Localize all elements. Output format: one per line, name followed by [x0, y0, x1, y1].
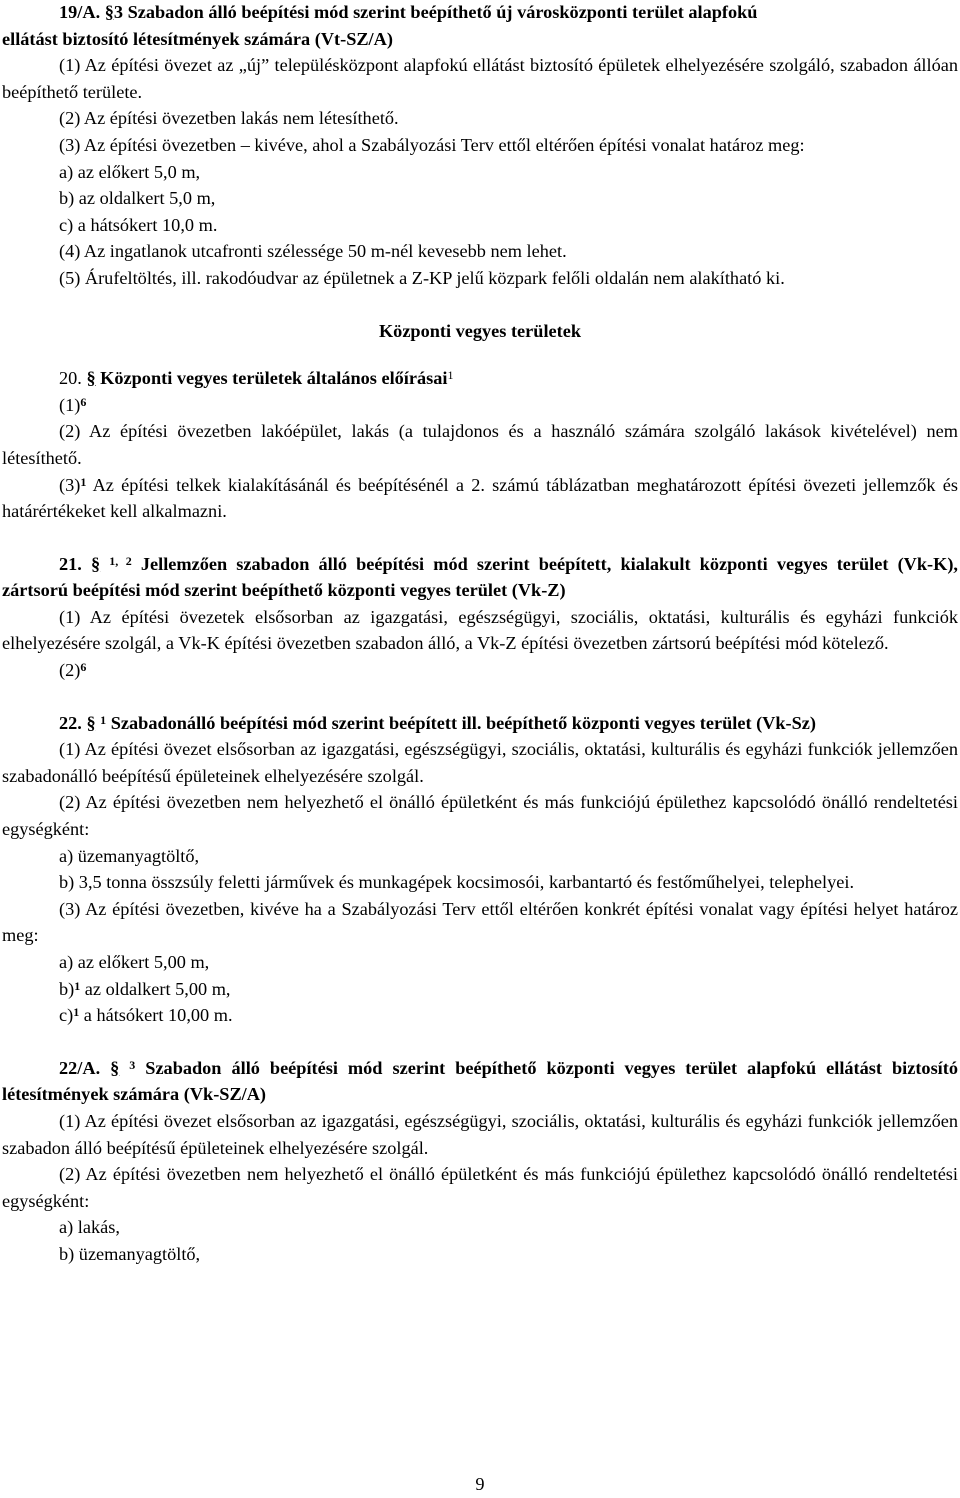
section-20-para-1: [0, 392, 960, 419]
para-label: (3): [59, 474, 81, 495]
footnote-ref: 1: [100, 712, 107, 727]
para-label: (2): [59, 660, 81, 681]
section-title: Jellemzően szabadon álló beépítési mód szerint beépített, kialakult központi vegyes terület (Vk-K), zártsorú beépítési mód szerint beépíthető központi vegyes terület (Vk-Z): [2, 553, 958, 601]
footnote-ref: 1: [73, 1005, 80, 1020]
section-22a-para-1: (1) Az építési övezet elsősorban az igazgatási, egészségügyi, szociális, oktatási, kulturális és egyházi funkciók jellemzően szabadon álló beépítésű épületeinek elhelyezésére szolgál.: [2, 1110, 958, 1158]
section-sign: §: [86, 712, 96, 733]
section-19a-title: [0, 0, 960, 26]
section-22-para-2: (2) Az építési övezetben nem helyezhető el önálló épületként és más funkciójú épülethez kapcsolódó önálló rendeltetési egységként:: [2, 792, 958, 840]
section-title-line-1: 3 Szabadon álló beépítési mód szerint beépíthető új városközponti terület alapfokú: [113, 2, 758, 22]
section-number: 20.: [59, 368, 82, 389]
footnote-ref: 6: [80, 394, 87, 409]
section-sign: §: [104, 2, 114, 22]
section-20-para-2: (2) Az építési övezetben lakóépület, lakás (a tulajdonos és a használó számára szolgáló lakások kivételével) nem létesíthető.: [2, 421, 958, 468]
list-item: c) a hátsókert 10,0 m.: [59, 214, 218, 235]
list-item: [0, 869, 960, 896]
list-item-text: a hátsókert 10,00 m.: [79, 1005, 233, 1026]
para-text: Az építési telkek kialakításánál és beépítésénél a 2. számú táblázatban meghatározott építési övezeti jellemzők és határértékeket kell alkalmazni.: [2, 474, 958, 522]
section-19a-para-1: (1) Az építési övezet az „új” településközpont alapfokú ellátást biztosító épületek elhelyezésére szolgáló, szabadon állóan beépíthető területe.: [2, 55, 958, 102]
section-number: 22/A.: [59, 1057, 101, 1078]
section-title: Szabadonálló beépítési mód szerint beépített ill. beépíthető központi vegyes terület (Vk-Sz): [106, 712, 817, 733]
list-label: c): [59, 1005, 74, 1026]
section-number: 19/A.: [59, 2, 101, 22]
list-label: b): [59, 978, 75, 999]
footnote-ref: 3: [129, 1057, 136, 1072]
page-number: 9: [475, 1474, 485, 1494]
chapter-heading: Központi vegyes területek: [378, 320, 582, 341]
list-item: a) üzemanyagtöltő,: [59, 845, 200, 866]
list-item-text: b) 3,5 tonna összsúly feletti járművek és munkagépek kocsimosói, karbantartó és festőműhelyei, telephelyei.: [59, 872, 855, 893]
section-20-title: [0, 365, 960, 392]
section-sign: §: [90, 553, 101, 574]
section-number: 22.: [59, 712, 82, 733]
section-22a-title: [0, 1055, 960, 1108]
list-item: b) üzemanyagtöltő,: [59, 1243, 201, 1264]
para-label: (1): [59, 394, 81, 415]
list-item-text: az oldalkert 5,00 m,: [80, 978, 231, 999]
footnote-ref: 6: [80, 660, 87, 675]
section-sign: §: [110, 1057, 120, 1078]
section-22-title: [0, 710, 960, 737]
section-number: 21.: [59, 553, 82, 574]
list-item: a) az előkert 5,00 m,: [59, 952, 210, 972]
footnote-ref: 1: [80, 474, 87, 489]
section-19a-para-3: (3) Az építési övezetben – kivéve, ahol a Szabályozási Terv ettől eltérően építési vonalat határoz meg:: [59, 134, 805, 155]
section-20-para-3: [0, 472, 960, 525]
section-19a-para-2: (2) Az építési övezetben lakás nem létesíthető.: [59, 108, 399, 129]
section-title: Szabadon álló beépítési mód szerint beépíthető központi vegyes terület alapfokú ellátást biztosító létesítmények számára (Vk-SZ/A): [2, 1057, 958, 1105]
section-21-para-1: (1) Az építési övezetek elsősorban az igazgatási, egészségügyi, szociális, oktatási, kulturális és egyházi funkciók elhelyezésére szolgál, a Vk-K építési övezetben szabadon álló, a Vk-Z építési övezetben zártsorú beépítési mód kötelező.: [2, 606, 958, 654]
section-21-para-2: [0, 657, 960, 684]
section-21-title: [0, 551, 960, 604]
list-item: a) az előkert 5,0 m,: [59, 161, 201, 182]
footnote-ref: 1, 2: [109, 553, 132, 568]
list-item: [0, 976, 960, 1003]
list-item: [0, 1002, 960, 1029]
footnote-ref: 1: [447, 368, 454, 383]
section-22a-para-2: (2) Az építési övezetben nem helyezhető el önálló épületként és más funkciójú épülethez kapcsolódó önálló rendeltetési egységként:: [2, 1164, 958, 1211]
list-item: b) az oldalkert 5,0 m,: [59, 188, 216, 209]
section-22-para-1: (1) Az építési övezet elsősorban az igazgatási, egészségügyi, szociális, oktatási, kulturális és egyházi funkciók jellemzően szabadonálló beépítésű épületeinek elhelyezésére szolgál.: [2, 739, 958, 786]
section-title: Központi vegyes területek általános előírásai: [100, 368, 448, 389]
section-22-para-3: (3) Az építési övezetben, kivéve ha a Szabályozási Terv ettől eltérően konkrét építési vonalat vagy építési helyet határoz meg:: [2, 898, 958, 946]
section-19a-para-5: (5) Árufeltöltés, ill. rakodóudvar az épületnek a Z-KP jelű közpark felőli oldalán nem alakítható ki.: [59, 267, 785, 288]
list-item: a) lakás,: [59, 1217, 120, 1238]
section-sign: §: [86, 368, 96, 389]
section-19a-title-line-2: ellátást biztosító létesítmények számára (Vt-SZ/A): [2, 28, 393, 49]
section-19a-para-4: (4) Az ingatlanok utcafronti szélessége 50 m-nél kevesebb nem lehet.: [59, 241, 567, 262]
footnote-ref: 1: [74, 978, 81, 993]
